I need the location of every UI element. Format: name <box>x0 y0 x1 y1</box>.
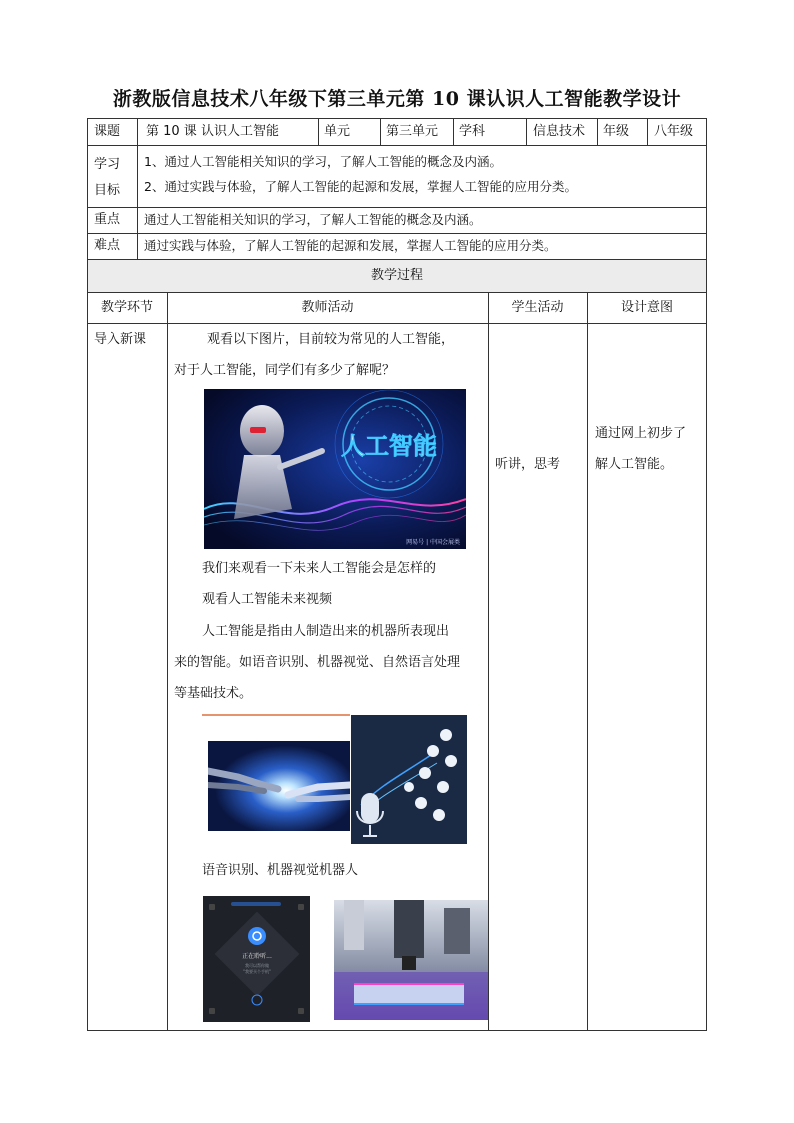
teacher-text-p2: 我们来观看一下未来人工智能会是怎样的 <box>202 561 437 576</box>
unit-label: 单元 <box>324 124 351 139</box>
phone-listening-text: 正在聆听... <box>242 953 272 960</box>
goal-item-1: 1、通过人工智能相关知识的学习，了解人工智能的概念及内涵。 <box>144 154 502 169</box>
phone-example-text: "我要买个手机" <box>243 969 271 974</box>
teacher-text-p4-line1: 人工智能是指由人制造出来的机器所表现出 <box>202 624 450 639</box>
teacher-text-p5: 语音识别、机器视觉机器人 <box>202 863 359 878</box>
robot-hand-touch-image <box>208 741 350 831</box>
goals-label-line2: 目标 <box>94 183 121 198</box>
teacher-text-p4-line2: 来的智能。如语音识别、机器视觉、自然语言处理 <box>174 655 461 670</box>
phone-hint-text: 我可以帮你做 <box>245 963 269 968</box>
topic-value: 第 10 课 认识人工智能 <box>146 124 279 139</box>
voice-recognition-image <box>351 715 467 844</box>
phone-assistant-image <box>203 896 310 1022</box>
topic-label: 课题 <box>94 124 121 139</box>
teacher-text-p1-line1: 观看以下图片，目前较为常见的人工智能， <box>207 332 455 347</box>
goals-label-line1: 学习 <box>94 157 121 172</box>
grade-value: 八年级 <box>654 124 694 139</box>
difficulty-label: 难点 <box>94 238 121 253</box>
design-intent-line2: 解人工智能。 <box>595 457 674 472</box>
student-activity: 听讲，思考 <box>495 457 561 472</box>
col-teacher: 教师活动 <box>301 300 354 315</box>
stage-label: 导入新课 <box>94 332 147 347</box>
teacher-text-p1-line2: 对于人工智能，同学们有多少了解呢？ <box>174 363 396 378</box>
key-point-label: 重点 <box>94 212 121 227</box>
teacher-text-p4-line3: 等基础技术。 <box>174 686 253 701</box>
col-intent: 设计意图 <box>620 300 673 315</box>
process-header: 教学过程 <box>370 268 423 283</box>
ai-robot-image <box>204 389 466 549</box>
design-intent-line1: 通过网上初步了 <box>595 426 687 441</box>
image-top-line <box>202 714 350 716</box>
ai-image-title: 人工智能 <box>341 432 437 460</box>
difficulty-text: 通过实践与体验，了解人工智能的起源和发展，掌握人工智能的应用分类。 <box>144 238 557 253</box>
unit-value: 第三单元 <box>386 124 439 139</box>
goal-item-2: 2、通过实践与体验，了解人工智能的起源和发展，掌握人工智能的应用分类。 <box>144 179 577 194</box>
col-stage: 教学环节 <box>100 300 153 315</box>
subject-value: 信息技术 <box>533 124 586 139</box>
teacher-text-p3: 观看人工智能未来视频 <box>202 592 333 607</box>
key-point-text: 通过人工智能相关知识的学习，了解人工智能的概念及内涵。 <box>144 212 482 227</box>
machine-vision-image <box>334 900 488 1020</box>
grade-label: 年级 <box>603 124 630 139</box>
ai-image-caption: 网易号 | 中国会展类 <box>406 539 460 546</box>
col-student: 学生活动 <box>511 300 564 315</box>
subject-label: 学科 <box>459 124 486 139</box>
document-title: 浙教版信息技术八年级下第三单元第 10 课认识人工智能教学设计 <box>112 88 682 110</box>
